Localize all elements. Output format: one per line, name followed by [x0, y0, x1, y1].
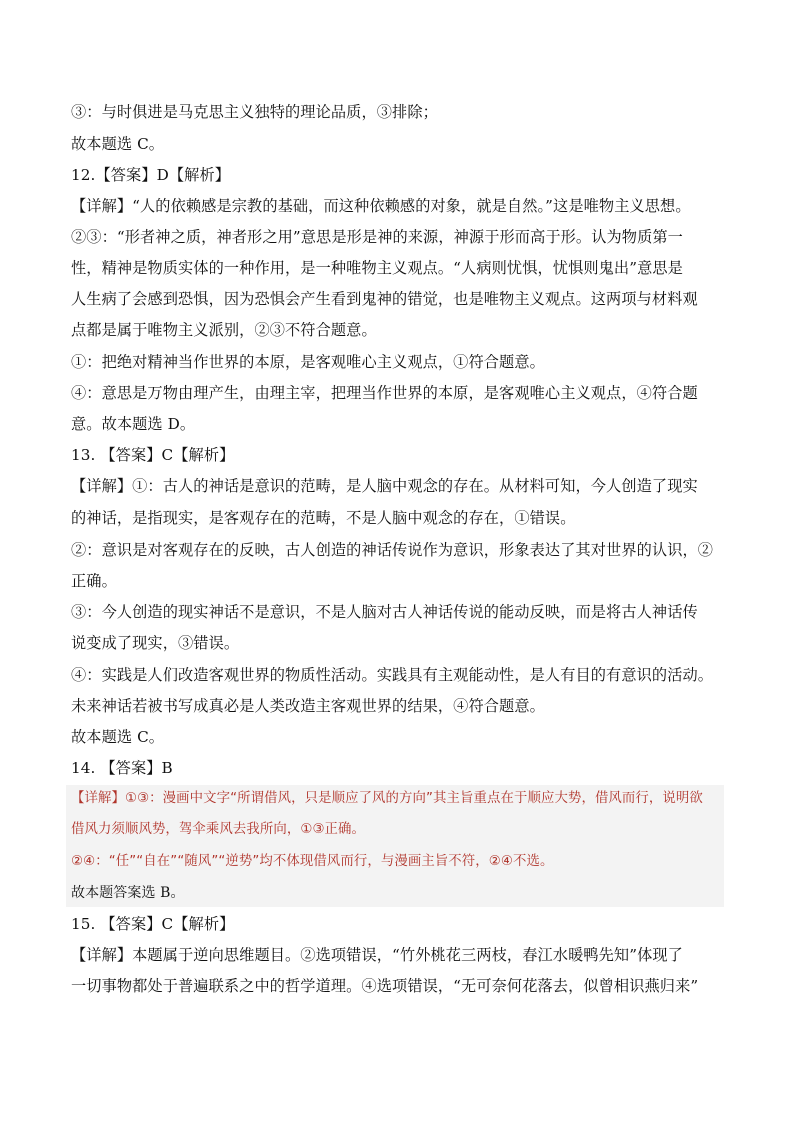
text-line: 未来神话若被书写成真必是人类改造主客观世界的结果，④符合题意。: [71, 697, 545, 715]
text-line: ④：意思是万物由理产生，由理主宰，把理当作世界的本原，是客观唯心主义观点，④符合题: [71, 384, 698, 402]
text-line: 性，精神是物质实体的一种作用，是一种唯物主义观点。“人病则忧惧，忧惧则鬼出”意思是: [71, 259, 683, 277]
text-line: ②③：“形者神之质，神者形之用”意思是形是神的来源，神源于形而高于形。认为物质第一: [71, 228, 683, 246]
text-line: 正确。: [71, 572, 117, 590]
question-13-header: 13. 【答案】C【解析】: [71, 446, 235, 464]
text-line-highlighted: ②④：“任”“自在”“随风”“逆势”均不体现借风而行，与漫画主旨不符，②④不选。: [71, 854, 554, 869]
text-line: 【详解】本题属于逆向思维题目。②选项错误，“竹外桃花三两枝，春江水暖鸭先知”体现了: [71, 946, 683, 964]
text-line: 意。故本题选 D。: [71, 415, 196, 433]
text-line: 【详解】“人的依赖感是宗教的基础，而这种依赖感的对象，就是自然。”这是唯物主义思想。: [71, 197, 691, 215]
text-line: 故本题选 C。: [71, 135, 165, 153]
question-15-header: 15. 【答案】C【解析】: [71, 915, 235, 933]
text-line: 【详解】①：古人的神话是意识的范畴，是人脑中观念的存在。从材料可知，今人创造了现实: [71, 477, 698, 495]
text-line-highlighted: 【详解】①③：漫画中文字“所谓借风，只是顺应了风的方向”其主旨重点在于顺应大势，借风而行，说明欲: [71, 791, 703, 806]
text-line: 一切事物都处于普遍联系之中的哲学道理。④选项错误，“无可奈何花落去，似曾相识燕归来”: [71, 977, 699, 995]
question-12-header: 12.【答案】D【解析】: [71, 166, 231, 184]
text-line: ②：意识是对客观存在的反映，古人创造的神话传说作为意识，形象表达了其对世界的认识，②: [71, 541, 714, 559]
text-line: 人生病了会感到恐惧，因为恐惧会产生看到鬼神的错觉，也是唯物主义观点。这两项与材料观: [71, 290, 698, 308]
text-line: 故本题答案选 B。: [71, 885, 185, 901]
text-line: 点都是属于唯物主义派别，②③不符合题意。: [71, 321, 377, 339]
text-line: ④：实践是人们改造客观世界的物质性活动。实践具有主观能动性，是人有目的有意识的活动。: [71, 666, 714, 684]
text-line: ①：把绝对精神当作世界的本原，是客观唯心主义观点，①符合题意。: [71, 353, 545, 371]
text-line: 故本题选 C。: [71, 728, 165, 746]
text-line: 说变成了现实，③错误。: [71, 634, 240, 652]
question-14-header: 14. 【答案】B: [71, 759, 173, 777]
text-line-highlighted: 借风力须顺风势，驾伞乘风去我所向，①③正确。: [71, 822, 366, 837]
text-line: ③：今人创造的现实神话不是意识，不是人脑对古人神话传说的能动反映，而是将古人神话传: [71, 603, 698, 621]
text-line: 的神话，是指现实，是客观存在的范畴，不是人脑中观念的存在，①错误。: [71, 509, 576, 527]
text-line: ③：与时俱进是马克思主义独特的理论品质，③排除；: [71, 103, 438, 121]
